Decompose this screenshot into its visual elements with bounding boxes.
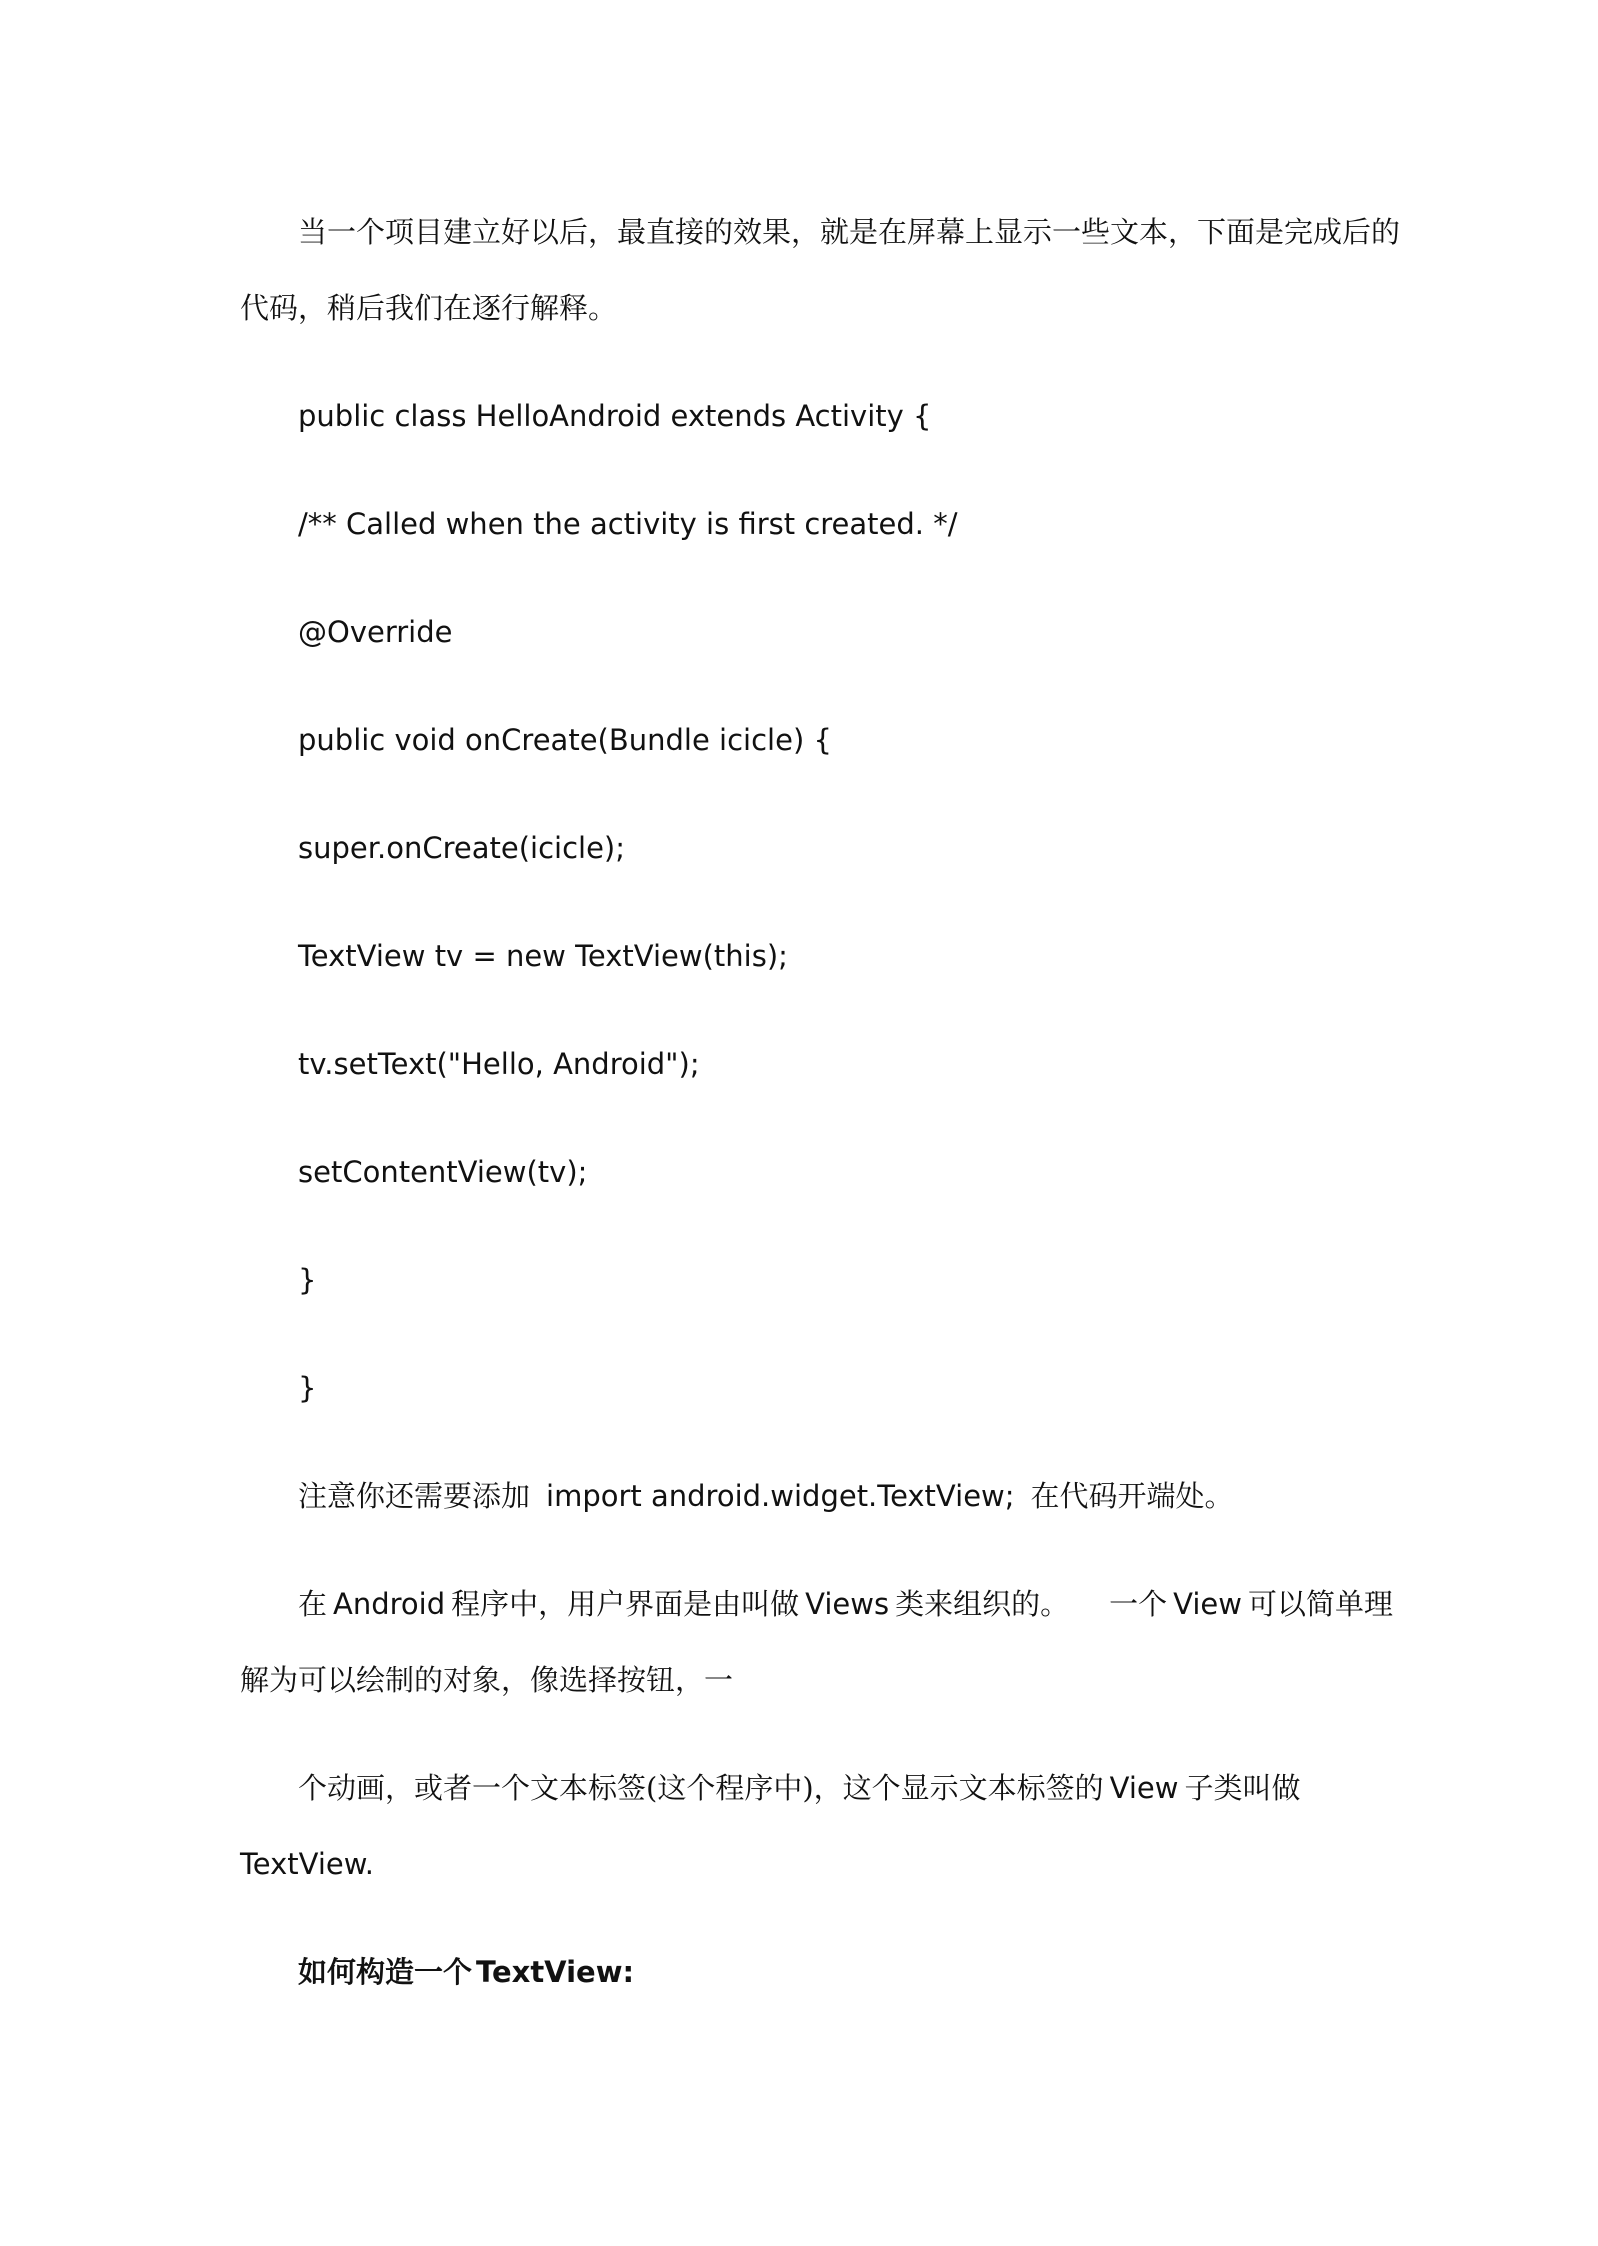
import-note	[298, 1478, 1234, 1515]
animation-paragraph-line-1	[298, 1770, 1300, 1807]
code-line-8: setContentView(tv);	[298, 1155, 588, 1189]
code-line-4: public void onCreate(Bundle icicle) {	[298, 723, 832, 757]
intro-line-2: 代码，稍后我们在逐行解释。	[240, 291, 618, 325]
import-note-code: import android.widget.TextView;	[546, 1479, 1015, 1513]
intro-line-1: 当一个项目建立好以后，最直接的效果，就是在屏幕上显示一些文本，下面是完成后的	[298, 215, 1401, 249]
code-line-9: }	[298, 1263, 317, 1297]
text-run: 在	[298, 1587, 328, 1621]
text-run: 个动画，或者一个文本标签(这个程序中)，这个显示文本标签的	[298, 1771, 1104, 1805]
code-line-3: @Override	[298, 615, 453, 649]
text-run: View	[1109, 1771, 1179, 1805]
code-line-6: TextView tv = new TextView(this);	[298, 939, 788, 973]
text-run: 类来组织的。	[895, 1587, 1070, 1621]
code-line-2: /** Called when the activity is first created. */	[298, 507, 958, 541]
views-paragraph-line-2: 解为可以绘制的对象，像选择按钮，一	[240, 1663, 734, 1697]
text-run: 一个	[1109, 1587, 1168, 1621]
code-line-1: public class HelloAndroid extends Activity {	[298, 399, 932, 433]
code-line-10: }	[298, 1371, 317, 1405]
code-line-7: tv.setText("Hello, Android");	[298, 1047, 700, 1081]
section-heading-cn: 如何构造一个	[298, 1955, 473, 1989]
section-heading	[298, 1954, 634, 1991]
text-run: Android	[333, 1587, 446, 1621]
import-note-suffix: 在代码开端处。	[1030, 1479, 1234, 1513]
import-note-prefix: 注意你还需要添加	[298, 1479, 531, 1513]
text-run: View	[1173, 1587, 1242, 1621]
text-run: Views	[805, 1587, 890, 1621]
text-run: 可以简单理	[1247, 1587, 1393, 1621]
section-heading-en: TextView:	[476, 1955, 635, 1989]
animation-paragraph-line-2: TextView.	[240, 1847, 375, 1881]
code-line-5: super.onCreate(icicle);	[298, 831, 626, 865]
text-run: 程序中，用户界面是由叫做	[451, 1587, 800, 1621]
views-paragraph-line-1	[298, 1586, 1393, 1623]
text-run: 子类叫做	[1184, 1771, 1301, 1805]
